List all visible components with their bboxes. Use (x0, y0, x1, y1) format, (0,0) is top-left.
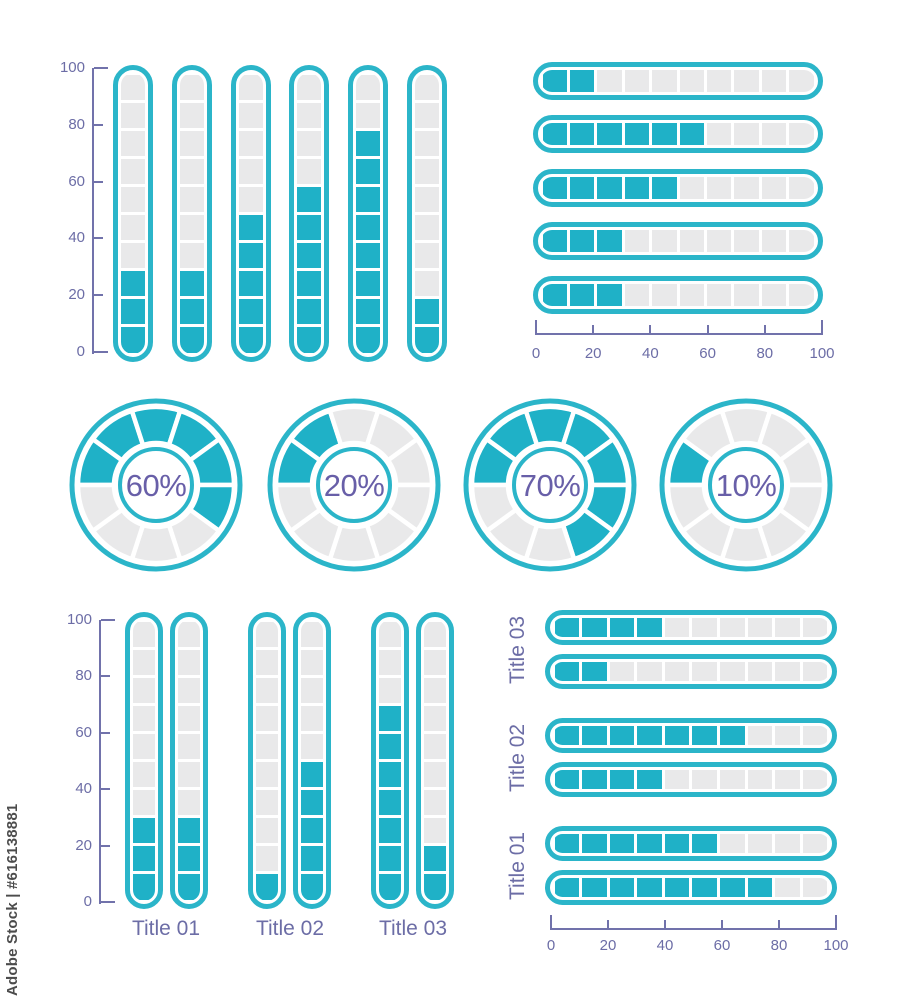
x-axis-line (550, 928, 837, 930)
filled-segment (582, 770, 607, 789)
filled-segment (692, 834, 717, 853)
filled-segment (582, 662, 607, 681)
capsule-track (553, 618, 829, 637)
x-axis-tick (778, 920, 780, 928)
x-axis-tick-label: 20 (599, 937, 617, 954)
filled-segment (555, 770, 580, 789)
x-axis-tick (550, 915, 552, 928)
empty-segment (803, 726, 828, 745)
group-title: Title 02 (506, 723, 529, 792)
filled-segment (610, 834, 635, 853)
empty-segment (775, 878, 800, 897)
empty-segment (775, 726, 800, 745)
x-axis-tick-label: 100 (809, 345, 835, 362)
filled-segment (582, 878, 607, 897)
filled-segment (610, 726, 635, 745)
empty-segment (665, 662, 690, 681)
progress-capsule (545, 718, 837, 753)
x-axis-tick-label: 80 (756, 345, 774, 362)
empty-segment (720, 662, 745, 681)
progress-capsule (545, 826, 837, 861)
x-axis-tick-label: 20 (584, 345, 602, 362)
empty-segment (803, 618, 828, 637)
empty-segment (775, 662, 800, 681)
capsule-track (553, 770, 829, 789)
x-axis-tick-label: 40 (656, 937, 674, 954)
filled-segment (720, 878, 745, 897)
donut-percentage-label: 20% (323, 467, 385, 503)
x-axis-tick (835, 915, 837, 928)
y-axis-tick-label: 0 (76, 343, 85, 360)
filled-segment (610, 770, 635, 789)
y-axis-tick-label: 40 (75, 780, 92, 798)
y-axis-tick-label: 100 (66, 611, 92, 628)
filled-segment (665, 726, 690, 745)
progress-capsule (545, 654, 837, 689)
filled-segment (637, 770, 662, 789)
group-title: Title 01 (131, 917, 201, 940)
x-axis-tick-label: 80 (770, 937, 788, 954)
x-axis-tick (721, 920, 723, 928)
filled-segment (665, 878, 690, 897)
capsule-track (553, 726, 829, 745)
progress-capsule (545, 610, 837, 645)
x-axis-tick-label: 60 (713, 937, 731, 954)
y-axis-tick-label: 20 (68, 286, 85, 304)
filled-segment (555, 618, 580, 637)
donut-percentage-label: 10% (715, 467, 777, 503)
y-axis-tick-label: 0 (83, 893, 92, 910)
filled-segment (637, 834, 662, 853)
empty-segment (720, 770, 745, 789)
filled-segment (555, 834, 580, 853)
x-axis-tick-label: 40 (642, 345, 659, 362)
progress-capsule (545, 870, 837, 905)
x-axis-tick-label: 0 (531, 345, 541, 362)
progress-capsule (545, 762, 837, 797)
group-title: Title 03 (506, 615, 529, 684)
empty-segment (803, 834, 828, 853)
y-axis-tick-label: 40 (68, 229, 85, 247)
x-axis-tick-label: 100 (823, 937, 849, 954)
watermark-text: Adobe Stock | #616138881 (4, 803, 21, 996)
empty-segment (692, 770, 717, 789)
filled-segment (637, 878, 662, 897)
y-axis-tick-label: 60 (68, 172, 85, 190)
empty-segment (720, 834, 745, 853)
empty-segment (665, 618, 690, 637)
filled-segment (637, 618, 662, 637)
donut-percentage-label: 70% (519, 467, 581, 503)
empty-segment (775, 618, 800, 637)
empty-segment (692, 618, 717, 637)
empty-segment (748, 662, 773, 681)
capsule-track (553, 662, 829, 681)
x-axis-tick (607, 920, 609, 928)
y-axis-tick-label: 80 (68, 115, 85, 133)
filled-segment (720, 726, 745, 745)
filled-segment (610, 878, 635, 897)
x-axis-tick-label: 60 (699, 345, 716, 362)
filled-segment (555, 878, 580, 897)
filled-segment (692, 726, 717, 745)
group-title: Title 03 (378, 917, 448, 940)
filled-segment (610, 618, 635, 637)
empty-segment (748, 726, 773, 745)
y-axis-tick-label: 100 (59, 59, 85, 76)
group-title: Title 02 (255, 917, 325, 940)
filled-segment (555, 726, 580, 745)
empty-segment (803, 878, 828, 897)
filled-segment (582, 726, 607, 745)
empty-segment (692, 662, 717, 681)
empty-segment (803, 662, 828, 681)
x-axis-tick-label: 0 (546, 937, 556, 954)
empty-segment (748, 770, 773, 789)
y-axis-tick-label: 60 (75, 723, 92, 741)
y-axis-tick-label: 20 (75, 836, 92, 854)
x-axis-tick (664, 920, 666, 928)
empty-segment (775, 834, 800, 853)
capsule-track (553, 878, 829, 897)
empty-segment (748, 618, 773, 637)
filled-segment (582, 618, 607, 637)
capsule-track (553, 834, 829, 853)
filled-segment (555, 662, 580, 681)
filled-segment (637, 726, 662, 745)
empty-segment (637, 662, 662, 681)
filled-segment (665, 834, 690, 853)
empty-segment (610, 662, 635, 681)
filled-segment (582, 834, 607, 853)
empty-segment (775, 770, 800, 789)
y-axis-tick-label: 80 (75, 667, 92, 685)
group-title: Title 01 (506, 831, 529, 900)
empty-segment (803, 770, 828, 789)
donut-percentage-label: 60% (125, 467, 187, 503)
filled-segment (748, 878, 773, 897)
filled-segment (692, 878, 717, 897)
empty-segment (720, 618, 745, 637)
empty-segment (665, 770, 690, 789)
empty-segment (748, 834, 773, 853)
